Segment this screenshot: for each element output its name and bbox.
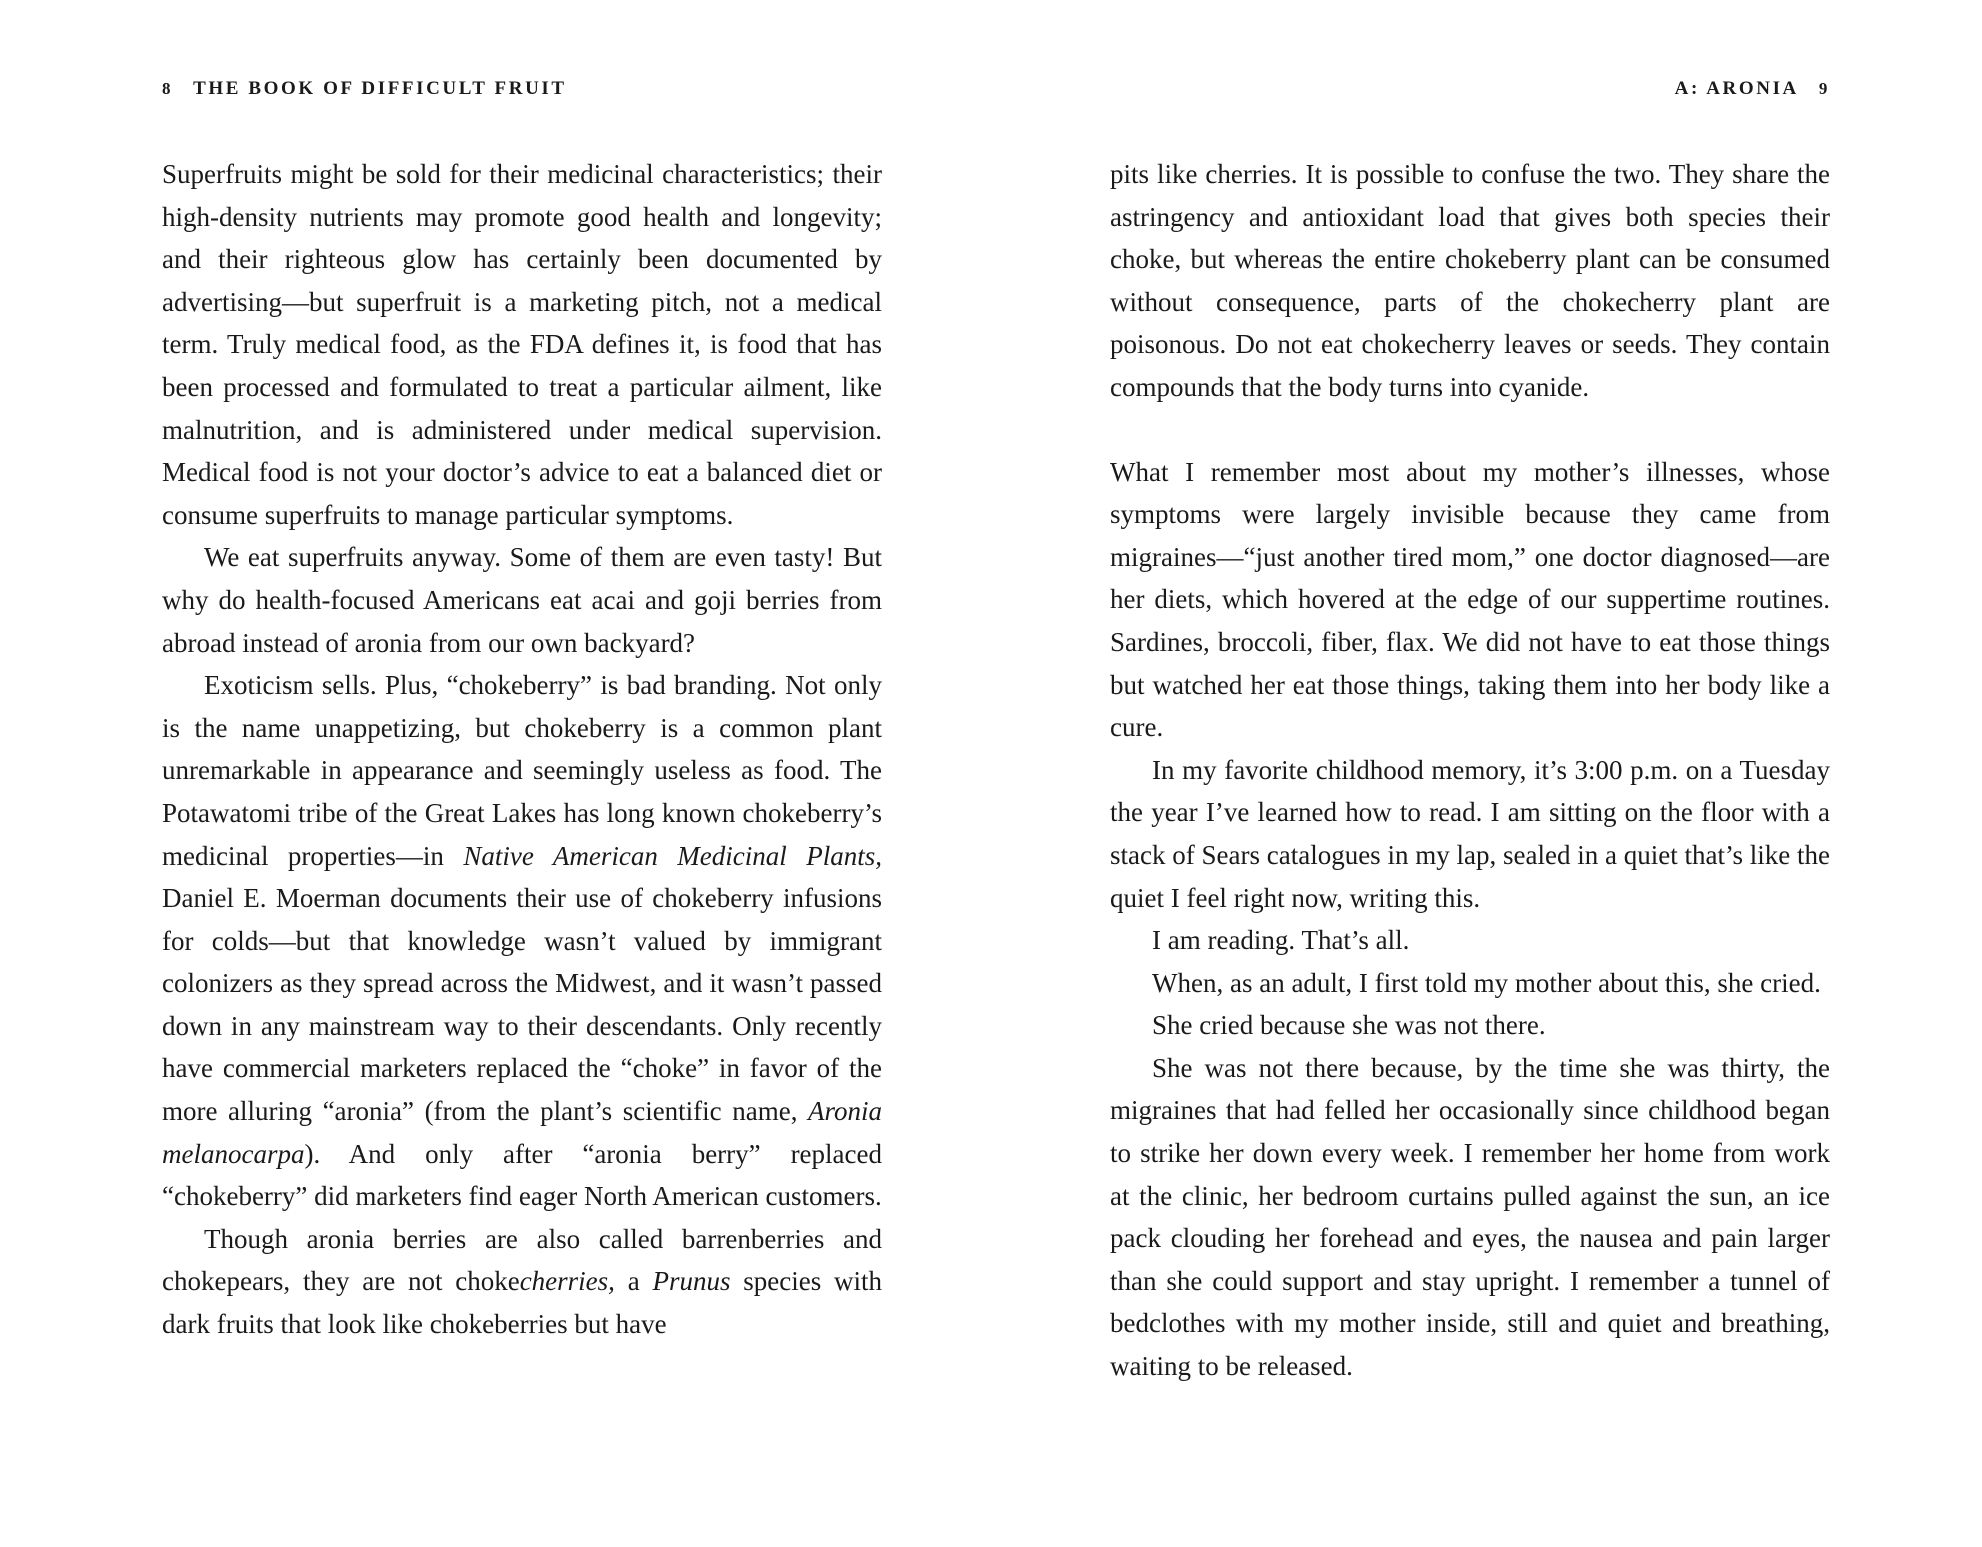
chapter-title: A: ARONIA: [1674, 78, 1799, 99]
right-paragraph-2: What I remember most about my mother’s illnesses, whose symptoms were largely invisible because they came from migraines—“just another tired mom,” one doctor diagnosed—are her diets, which hovered at the edge of our suppertime routines. Sardines, broccoli, fiber, flax. We did not have to eat those things but watched her eat those things, taking them into her body like a cure.: [1110, 456, 1830, 743]
left-book-title: THE BOOK OF DIFFICULT FRUIT: [193, 78, 567, 99]
genus-name-italic: Prunus: [652, 1266, 731, 1297]
left-page-number: 8: [162, 79, 174, 98]
right-paragraph-6: She cried because she was not there.: [1152, 1010, 1546, 1041]
left-paragraph-3: [162, 664, 882, 1218]
paragraph-text: Though aronia berries are also called barrenberries and chokepears, they are not choke: [162, 1223, 882, 1297]
emphasis-italic: cherries,: [519, 1266, 615, 1297]
right-paragraph-4: I am reading. That’s all.: [1152, 925, 1410, 956]
left-body-text: [162, 153, 882, 1346]
right-body-text: [1110, 153, 1830, 1388]
right-paragraph-1: pits like cherries. It is possible to confuse the two. They share the astringency and antioxidant load that gives both species their choke, but whereas the entire chokeberry plant can be consumed without consequence, parts of the chokecherry plant are poisonous. Do not eat chokecherry leaves or seeds. They contain compounds that the body turns into cyanide.: [1110, 159, 1830, 402]
left-running-head: [162, 78, 567, 100]
scientific-name-italic: Aronia melanocarpa: [162, 1096, 882, 1169]
paragraph-text: species with dark fruits that look like chokeberries but have: [162, 1266, 882, 1340]
right-paragraph-7: She was not there because, by the time she was thirty, the migraines that had felled her occasionally since childhood began to strike her down every week. I remember her home from work at the clinic, her bedroom curtains pulled against the sun, an ice pack clouding her forehead and eyes, the nausea and pain larger than she could support and stay upright. I remember a tunnel of bedclothes with my mother inside, still and quiet and breathing, waiting to be released.: [1110, 1052, 1830, 1382]
left-paragraph-4: [162, 1218, 882, 1346]
book-title-italic: Native American Medicinal Plants,: [463, 840, 883, 871]
section-break: [1110, 409, 1830, 451]
right-paragraph-3: In my favorite childhood memory, it’s 3:00 p.m. on a Tuesday the year I’ve learned how to read. I am sitting on the floor with a stack of Sears catalogues in my lap, sealed in a quiet that’s like the quiet I feel right now, writing this.: [1110, 754, 1830, 913]
paragraph-text: a: [614, 1266, 653, 1297]
right-paragraph-5: When, as an adult, I first told my mother about this, she cried.: [1152, 967, 1821, 998]
right-page-number: 9: [1818, 79, 1830, 98]
paragraph-text: Exoticism sells. Plus, “chokeberry” is bad branding. Not only is the name unappetizing, but chokeberry is a common plant unremarkable in appearance and seemingly useless as food. The Potawatomi tribe of the Great Lakes has long known chokeberry’s medicinal properties—in: [162, 670, 882, 871]
left-paragraph-2: We eat superfruits anyway. Some of them are even tasty! But why do health-focused Americans eat acai and goji berries from abroad instead of aronia from our own backyard?: [162, 542, 882, 658]
right-running-head: [1675, 78, 1830, 100]
left-paragraph-1: Superfruits might be sold for their medicinal characteristics; their high-density nutrients may promote good health and longevity; and their righteous glow has certainly been documented by advertising—but superfruit is a marketing pitch, not a medical term. Truly medical food, as the FDA defines it, is food that has been processed and formulated to treat a particular ailment, like malnutrition, and is administered under medical supervision. Medical food is not your doctor’s advice to eat a balanced diet or consume superfruits to manage particular symptoms.: [162, 159, 882, 530]
paragraph-text: Daniel E. Moerman documents their use of chokeberry infusions for colds—but that knowledge wasn’t valued by immigrant colonizers as they spread across the Midwest, and it wasn’t passed down in any mainstream way to their descendants. Only recently have commercial marketers replaced the “choke” in favor of the more alluring “aronia” (from the plant’s scientific name,: [162, 883, 882, 1127]
paragraph-text: ). And only after “aronia berry” replaced “chokeberry” did marketers find eager North American customers.: [162, 1138, 882, 1212]
